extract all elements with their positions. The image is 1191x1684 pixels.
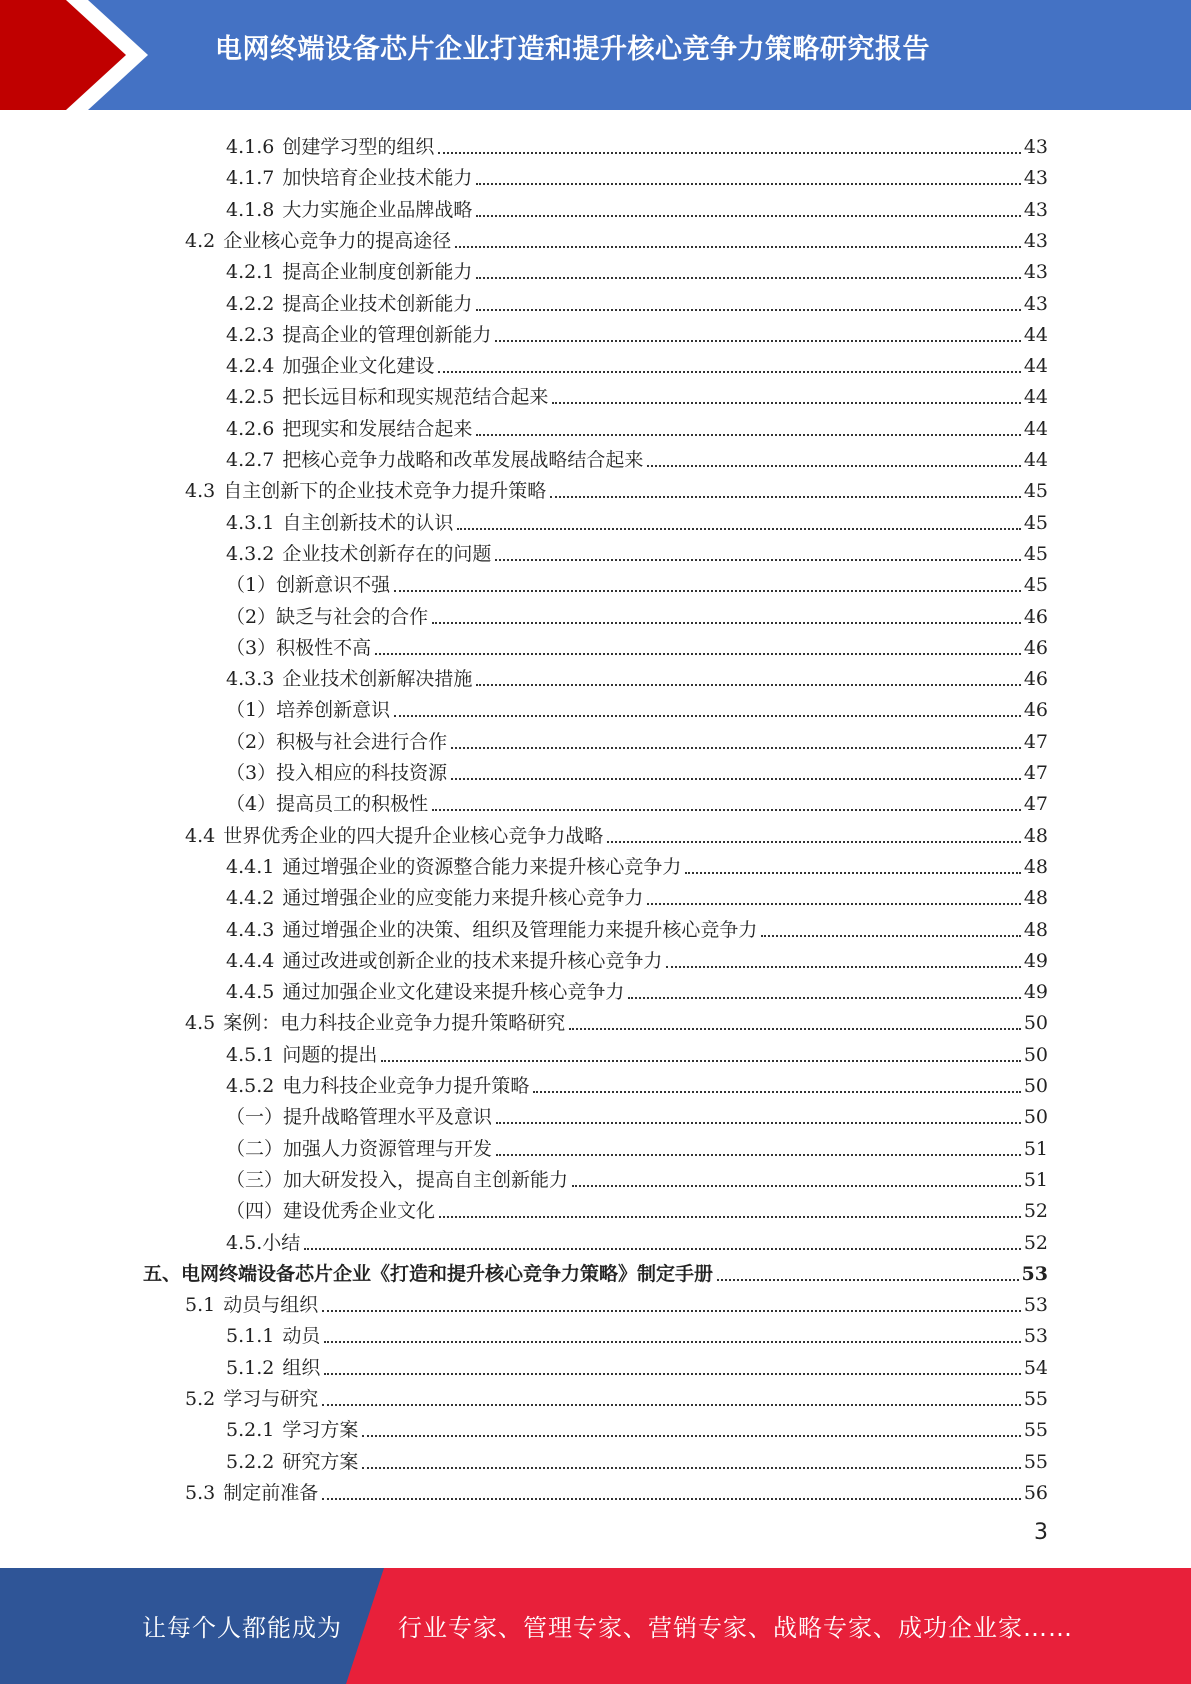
toc-entry[interactable] <box>226 629 1048 660</box>
toc-entry-number: 4.4.1 <box>226 855 275 878</box>
toc-dot-leader <box>457 528 1020 530</box>
toc-entry[interactable] <box>185 817 1048 848</box>
toc-entry-page: 49 <box>1023 981 1048 1004</box>
toc-entry[interactable] <box>226 316 1048 347</box>
toc-dot-leader <box>496 1122 1021 1124</box>
toc-entry-label: （1）培养创新意识 <box>226 699 391 722</box>
toc-entry-label: 企业技术创新解决措施 <box>282 668 473 691</box>
toc-entry-page: 45 <box>1023 574 1048 597</box>
toc-entry-number: 4.2.7 <box>226 449 275 471</box>
toc-entry-label: 组织 <box>282 1356 321 1379</box>
page-number: 3 <box>1034 1520 1048 1545</box>
footer-slogan-left: 让每个人都能成为 <box>142 1614 342 1642</box>
toc-entry-page: 44 <box>1023 417 1048 440</box>
toc-entry-page: 53 <box>1021 1262 1048 1285</box>
toc-entry[interactable] <box>226 1349 1048 1380</box>
toc-entry-label: 加快培育企业技术能力 <box>282 167 473 190</box>
toc-dot-leader <box>647 903 1020 905</box>
toc-entry-page: 50 <box>1023 1106 1048 1129</box>
toc-entry[interactable] <box>226 1224 1048 1255</box>
toc-entry-label: 创建学习型的组织 <box>282 136 435 158</box>
toc-entry-number: 5.1 <box>185 1294 216 1317</box>
toc-dot-leader <box>717 1279 1019 1281</box>
header-arrow-icon <box>0 0 160 110</box>
toc-entry-page: 49 <box>1023 949 1048 972</box>
toc-entry-number: 4.4.5 <box>226 981 275 1004</box>
toc-dot-leader <box>455 246 1021 248</box>
toc-dot-leader <box>550 496 1021 498</box>
toc-entry-number: 5.3 <box>185 1481 216 1504</box>
toc-entry-page: 54 <box>1023 1356 1048 1379</box>
toc-entry-page: 43 <box>1023 167 1048 190</box>
toc-entry-number: 4.3.3 <box>226 668 275 691</box>
toc-entry-label: 自主创新技术的认识 <box>282 511 454 534</box>
toc-dot-leader <box>304 1248 1021 1250</box>
toc-entry-label: 通过改进或创新企业的技术来提升核心竞争力 <box>282 949 663 972</box>
toc-entry[interactable] <box>226 535 1048 566</box>
toc-entry[interactable] <box>226 598 1048 629</box>
toc-entry-label: （四）建设优秀企业文化 <box>226 1200 436 1223</box>
toc-dot-leader <box>495 340 1020 342</box>
toc-entry[interactable] <box>143 1255 1048 1286</box>
toc-entry-number: 4.4.4 <box>226 949 275 972</box>
toc-entry-page: 47 <box>1023 793 1048 816</box>
toc-dot-leader <box>432 809 1021 811</box>
toc-entry-page: 47 <box>1023 762 1048 784</box>
toc-dot-leader <box>647 465 1020 467</box>
toc-entry-page: 44 <box>1023 355 1048 378</box>
toc-dot-leader <box>476 684 1020 686</box>
toc-dot-leader <box>451 747 1021 749</box>
toc-entry[interactable] <box>185 1004 1048 1035</box>
toc-entry-number: 4.1.8 <box>226 198 275 221</box>
toc-dot-leader <box>322 1498 1021 1500</box>
toc-entry-page: 45 <box>1023 542 1048 565</box>
toc-dot-leader <box>495 559 1020 561</box>
toc-entry[interactable] <box>226 1130 1048 1161</box>
page-header <box>0 0 1191 110</box>
toc-entry-page: 52 <box>1023 1231 1048 1254</box>
toc-entry-page: 48 <box>1023 918 1048 941</box>
toc-entry[interactable] <box>226 285 1048 316</box>
toc-dot-leader <box>438 371 1020 373</box>
toc-entry-label: 自主创新下的企业技术竞争力提升策略 <box>223 480 547 503</box>
toc-entry[interactable] <box>226 1161 1048 1192</box>
toc-dot-leader <box>432 622 1021 624</box>
toc-entry-page: 47 <box>1023 730 1048 753</box>
toc-dot-leader <box>572 1185 1021 1187</box>
toc-entry-page: 55 <box>1023 1419 1048 1442</box>
toc-entry[interactable] <box>226 191 1048 222</box>
toc-entry-number: 4.5.2 <box>226 1075 275 1097</box>
toc-dot-leader <box>375 653 1021 655</box>
toc-entry-number: 4.2.3 <box>226 323 275 346</box>
toc-entry[interactable] <box>226 1192 1048 1223</box>
toc-entry-page: 46 <box>1023 605 1048 628</box>
toc-entry-number: 4.3.2 <box>226 542 275 565</box>
toc-dot-leader <box>322 1310 1021 1312</box>
toc-entry-page: 48 <box>1023 887 1048 910</box>
toc-dot-leader <box>761 935 1020 937</box>
toc-entry[interactable] <box>226 1098 1048 1129</box>
toc-entry-label: 五、电网终端设备芯片企业《打造和提升核心竞争力策略》制定手册 <box>143 1262 714 1285</box>
header-title: 电网终端设备芯片企业打造和提升核心竞争力策略研究报告 <box>215 34 930 65</box>
toc-entry-number: 4.3 <box>185 480 216 503</box>
toc-dot-leader <box>451 778 1021 780</box>
toc-entry[interactable] <box>185 1474 1048 1505</box>
toc-entry-page: 55 <box>1023 1388 1048 1410</box>
toc-dot-leader <box>476 183 1020 185</box>
toc-entry-label: 通过加强企业文化建设来提升核心竞争力 <box>282 981 625 1004</box>
toc-entry-label: （一）提升战略管理水平及意识 <box>226 1106 493 1129</box>
toc-dot-leader <box>628 997 1020 999</box>
toc-entry-number: 5.2.1 <box>226 1419 275 1442</box>
toc-entry-number: 5.2.2 <box>226 1450 275 1473</box>
toc-entry[interactable] <box>185 222 1048 253</box>
toc-entry[interactable] <box>226 879 1048 910</box>
toc-entry[interactable] <box>226 1036 1048 1067</box>
toc-entry-page: 43 <box>1023 136 1048 158</box>
toc-entry[interactable] <box>185 1380 1048 1411</box>
toc-entry-number: 4.4 <box>185 824 216 847</box>
toc-entry-label: 企业核心竞争力的提高途径 <box>223 229 452 252</box>
toc-entry-number: 4.4.3 <box>226 918 275 941</box>
toc-entry-label: （2）缺乏与社会的合作 <box>226 605 429 628</box>
toc-entry-page: 46 <box>1023 668 1048 691</box>
toc-entry-label: 学习方案 <box>282 1419 359 1442</box>
toc-entry-label: （三）加大研发投入，提高自主创新能力 <box>226 1168 569 1191</box>
toc-entry-label: （1）创新意识不强 <box>226 574 391 597</box>
toc-entry-label: 提高企业技术创新能力 <box>282 292 473 315</box>
toc-entry-label: 动员 <box>282 1325 321 1348</box>
toc-entry-number: 4.1.7 <box>226 167 275 190</box>
toc-entry-number: 5.1.1 <box>226 1325 275 1348</box>
toc-entry-page: 48 <box>1023 824 1048 847</box>
toc-entry-number: 4.2.5 <box>226 386 275 409</box>
toc-entry-page: 46 <box>1023 699 1048 722</box>
toc-entry-label: 提高企业的管理创新能力 <box>282 323 492 346</box>
toc-entry[interactable] <box>226 1443 1048 1474</box>
footer-slogan-right: 行业专家、管理专家、营销专家、战略专家、成功企业家…… <box>398 1614 1073 1642</box>
toc-dot-leader <box>394 590 1021 592</box>
toc-entry-page: 46 <box>1023 636 1048 659</box>
toc-entry-page: 43 <box>1023 292 1048 315</box>
toc-entry-number: 5.1.2 <box>226 1356 275 1379</box>
toc-entry-number: 4.5.1 <box>226 1043 275 1066</box>
toc-entry-number: 4.2.6 <box>226 417 275 440</box>
toc-entry[interactable] <box>185 1286 1048 1317</box>
toc-entry-number: 4.2.4 <box>226 355 275 378</box>
toc-entry-page: 44 <box>1023 386 1048 409</box>
toc-entry[interactable] <box>226 566 1048 597</box>
page-footer <box>0 1568 1191 1684</box>
toc-dot-leader <box>569 1028 1021 1030</box>
toc-entry-label: 问题的提出 <box>282 1043 378 1066</box>
toc-entry-page: 43 <box>1023 198 1048 221</box>
toc-entry[interactable] <box>226 410 1048 441</box>
toc-dot-leader <box>533 1091 1020 1093</box>
toc-entry-page: 50 <box>1023 1012 1048 1035</box>
toc-entry-label: 世界优秀企业的四大提升企业核心竞争力战略 <box>223 824 604 847</box>
toc-entry[interactable] <box>226 1067 1048 1098</box>
toc-entry[interactable] <box>226 785 1048 816</box>
toc-entry[interactable] <box>226 128 1048 159</box>
toc-entry[interactable] <box>226 942 1048 973</box>
toc-entry-label: 案例：电力科技企业竞争力提升策略研究 <box>223 1012 566 1035</box>
toc-entry-label: 企业技术创新存在的问题 <box>282 542 492 565</box>
toc-entry-page: 53 <box>1023 1325 1048 1348</box>
toc-entry-label: （2）积极与社会进行合作 <box>226 730 448 753</box>
toc-entry-label: 通过增强企业的资源整合能力来提升核心竞争力 <box>282 855 682 878</box>
toc-entry-number: 5.2 <box>185 1388 216 1410</box>
toc-entry-label: 大力实施企业品牌战略 <box>282 198 473 221</box>
toc-entry-page: 53 <box>1023 1294 1048 1317</box>
toc-entry-label: （4）提高员工的积极性 <box>226 793 429 816</box>
toc-entry-label: （二）加强人力资源管理与开发 <box>226 1137 493 1160</box>
toc-entry-label: 学习与研究 <box>223 1388 319 1410</box>
toc-dot-leader <box>324 1373 1020 1375</box>
toc-entry-page: 44 <box>1023 323 1048 346</box>
toc-dot-leader <box>324 1341 1020 1343</box>
toc-dot-leader <box>438 152 1020 154</box>
toc-entry[interactable] <box>185 472 1048 503</box>
toc-dot-leader <box>322 1404 1021 1406</box>
toc-entry-page: 50 <box>1023 1043 1048 1066</box>
toc-entry-label: （3）积极性不高 <box>226 636 372 659</box>
toc-entry-page: 48 <box>1023 855 1048 878</box>
toc-entry[interactable] <box>226 347 1048 378</box>
toc-entry-page: 45 <box>1023 480 1048 503</box>
toc-entry[interactable] <box>226 660 1048 691</box>
toc-entry-number: 4.5 <box>185 1012 216 1035</box>
toc-dot-leader <box>685 872 1020 874</box>
toc-entry[interactable] <box>226 754 1048 785</box>
toc-entry-label: （3）投入相应的科技资源 <box>226 762 448 784</box>
toc-dot-leader <box>496 1154 1021 1156</box>
toc-entry-label: 把长远目标和现实规范结合起来 <box>282 386 549 409</box>
toc-dot-leader <box>439 1216 1021 1218</box>
toc-entry[interactable] <box>226 159 1048 190</box>
toc-entry-label: 把核心竞争力战略和改革发展战略结合起来 <box>282 449 644 471</box>
toc-entry-label: 制定前准备 <box>223 1481 319 1504</box>
toc-dot-leader <box>666 966 1020 968</box>
toc-dot-leader <box>607 841 1021 843</box>
toc-entry-page: 52 <box>1023 1200 1048 1223</box>
toc-dot-leader <box>362 1435 1020 1437</box>
toc-entry-label: 通过增强企业的决策、组织及管理能力来提升核心竞争力 <box>282 918 758 941</box>
toc-dot-leader <box>381 1060 1020 1062</box>
toc-entry-page: 56 <box>1023 1481 1048 1504</box>
toc-entry-label: 提高企业制度创新能力 <box>282 261 473 284</box>
toc-dot-leader <box>476 434 1020 436</box>
toc-entry-label: 4.5.小结 <box>226 1231 301 1254</box>
toc-entry-label: 通过增强企业的应变能力来提升核心竞争力 <box>282 887 644 910</box>
toc-entry-number: 4.2.2 <box>226 292 275 315</box>
toc-entry[interactable] <box>226 441 1048 472</box>
toc-entry-page: 55 <box>1023 1450 1048 1473</box>
toc-entry-number: 4.4.2 <box>226 887 275 910</box>
toc-entry-page: 50 <box>1023 1075 1048 1097</box>
toc-entry-label: 研究方案 <box>282 1450 359 1473</box>
toc-dot-leader <box>362 1467 1020 1469</box>
toc-entry-page: 51 <box>1023 1168 1048 1191</box>
toc-entry[interactable] <box>226 848 1048 879</box>
toc-entry-page: 44 <box>1023 449 1048 471</box>
toc-entry-label: 加强企业文化建设 <box>282 355 435 378</box>
toc-entry-page: 43 <box>1023 229 1048 252</box>
toc-entry-number: 4.2.1 <box>226 261 275 284</box>
toc-entry-number: 4.2 <box>185 229 216 252</box>
toc-entry[interactable] <box>226 723 1048 754</box>
toc-entry-label: 动员与组织 <box>223 1294 319 1317</box>
toc-entry[interactable] <box>226 691 1048 722</box>
toc-dot-leader <box>394 715 1021 717</box>
toc-entry-number: 4.3.1 <box>226 511 275 534</box>
toc-dot-leader <box>476 309 1020 311</box>
toc-entry-number: 4.1.6 <box>226 136 275 158</box>
toc-entry[interactable] <box>226 911 1048 942</box>
toc-entry[interactable] <box>226 1317 1048 1348</box>
toc-entry[interactable] <box>226 253 1048 284</box>
toc-entry[interactable] <box>226 378 1048 409</box>
toc-entry-page: 43 <box>1023 261 1048 284</box>
toc-dot-leader <box>476 277 1020 279</box>
toc-entry-label: 电力科技企业竞争力提升策略 <box>282 1075 530 1097</box>
toc-entry[interactable] <box>226 973 1048 1004</box>
toc-entry-page: 45 <box>1023 511 1048 534</box>
toc-entry[interactable] <box>226 504 1048 535</box>
toc-entry-page: 51 <box>1023 1137 1048 1160</box>
toc-entry[interactable] <box>226 1411 1048 1442</box>
toc-dot-leader <box>552 402 1020 404</box>
toc-dot-leader <box>476 215 1020 217</box>
toc-entry-label: 把现实和发展结合起来 <box>282 417 473 440</box>
